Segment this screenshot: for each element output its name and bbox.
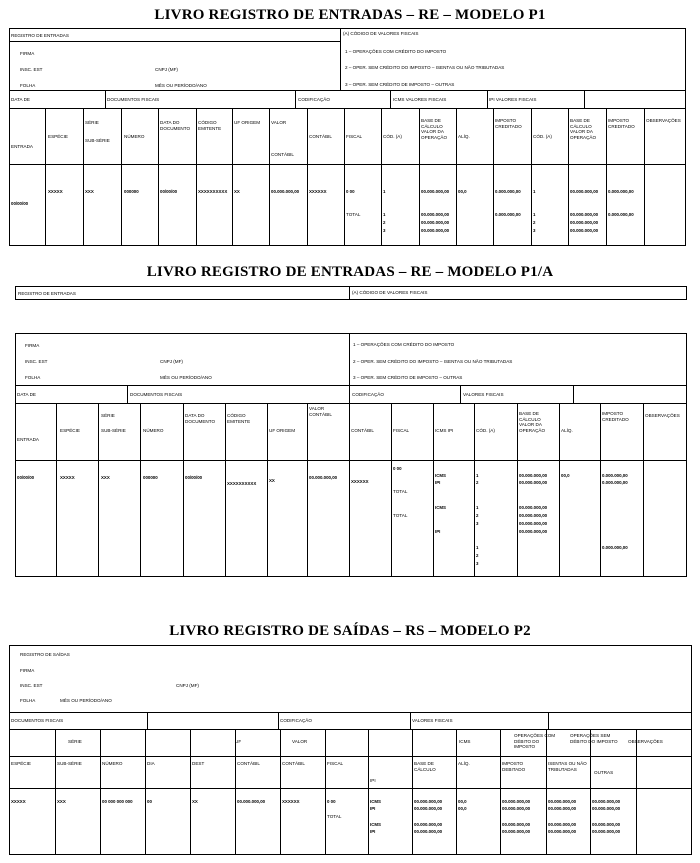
form2-h-uf: UF ORIGEM: [269, 428, 296, 433]
form3-r-b3: 00.000.000,00: [414, 822, 443, 827]
form2-h-obs: OBSERVAÇÕES: [645, 413, 680, 418]
form1-r-b2: 00.000.000,00: [421, 212, 450, 217]
form3-r-dia: 00: [147, 799, 152, 804]
form3-r-o3: 00.000.000,00: [592, 822, 621, 827]
form1-h-subserie: SUB-SÉRIE: [85, 138, 110, 143]
form3-r-b2: 00.000.000,00: [414, 806, 443, 811]
form1-r-e1: 00.000.000,00: [570, 189, 599, 194]
form2-cnpj: CNPJ (MF): [160, 359, 183, 364]
form1-h-aliq: ALÍQ.: [458, 134, 470, 139]
form2-r-b1: 00.000.000,00: [519, 473, 548, 478]
form3-h-contabil2: CONTÁBIL: [282, 761, 305, 766]
form2-r-c7: 2: [476, 553, 479, 558]
form1-h-datadoc: DATA DO DOCUMENTO: [160, 120, 191, 131]
form2-op3: 3 – OPER. SEM CRÉDITO DE IMPOSTO – OUTRAS: [353, 375, 463, 380]
form2-h-imposto: IMPOSTO CREDITADO: [602, 411, 629, 422]
form2-h-aliq: ALÍQ.: [561, 428, 573, 433]
form1-folha: FOLHA: [20, 83, 36, 88]
form3-mes: MÊS OU PERÍODO/ANO: [60, 698, 112, 703]
form3-h-base: BASE DE CÁLCULO: [414, 761, 436, 772]
form2-registro: REGISTRO DE ENTRADAS: [18, 291, 76, 296]
form1-icms-vals: ICMS VALORES FISCAIS: [393, 97, 447, 102]
form2-vals: VALORES FISCAIS: [463, 392, 504, 397]
form2-r-c5: 3: [476, 521, 479, 526]
form3-r-s3: 00.000.000,00: [548, 822, 577, 827]
form2-r-icms2: ICMS: [435, 505, 446, 510]
form3-h-dest: DEST: [192, 761, 205, 766]
form1-h-entrada: ENTRADA: [11, 144, 33, 149]
form2-r-c6: 1: [476, 545, 479, 550]
form2-r-contabil: XXXXXX: [351, 479, 369, 484]
form2-r-c1: 1: [476, 473, 479, 478]
form3-r-o1: 00.000.000,00: [592, 799, 621, 804]
form1-registro: REGISTRO DE ENTRADAS: [11, 33, 69, 38]
form2-h-emit: CÓDIGO EMITENTE: [227, 413, 251, 424]
form2-r-c3: 1: [476, 505, 479, 510]
form3-firma: FIRMA: [20, 668, 35, 673]
form1-r-serie: XXX: [85, 189, 94, 194]
form1-r-e2: 00.000.000,00: [570, 212, 599, 217]
form3-r-ipi2: IPI: [370, 829, 376, 834]
form1-op3: 3 – OPER. SEM CRÉDITO DE IMPOSTO – OUTRAS: [345, 82, 455, 87]
form2-r-b5: 00.000.000,00: [519, 521, 548, 526]
form3-r-a2: 00,0: [458, 806, 467, 811]
form3-r-icms1: ICMS: [370, 799, 381, 804]
form3-h-contabil: CONTÁBIL: [237, 761, 260, 766]
form1-h-uf: UF ORIGEM: [234, 120, 261, 125]
form2-r-total2: TOTAL: [393, 513, 408, 518]
form2-r-b3: 00.000.000,00: [519, 505, 548, 510]
form3-h-icms: ICMS: [459, 739, 471, 744]
form1-r-f2: 0.000.000,00: [608, 212, 634, 217]
form2-r-c8: 3: [476, 561, 479, 566]
form3-r-total: TOTAL: [327, 814, 342, 819]
form1-r-contabil: XXXXXX: [309, 189, 327, 194]
form2-h-datadoc: DATA DO DOCUMENTO: [185, 413, 216, 424]
form3-h-imposto: IMPOSTO DEBITADO: [502, 761, 526, 772]
form2-h-cod: CÓD. (A): [476, 428, 495, 433]
form1-r-c3: 2: [383, 220, 386, 225]
form3-r-i4: 00.000.000,00: [502, 829, 531, 834]
form1-h-especie: ESPÉCIE: [48, 134, 68, 139]
form3-r-dest: XX: [192, 799, 198, 804]
form2-r-c4: 2: [476, 513, 479, 518]
form1-h-contabil2: CONTÁBIL: [309, 134, 332, 139]
form3-docs: DOCUMENTOS FISCAIS: [11, 718, 64, 723]
form2-h-subserie: SUB-SÉRIE: [101, 428, 126, 433]
form1-op2: 2 – OPER. SEM CRÉDITO DO IMPOSTO – ISENTAS OU NÃO TRIBUTADAS: [345, 65, 505, 70]
form2-r-uf: XX: [269, 478, 275, 483]
form2-r-aliq: 00,0: [561, 473, 570, 478]
form1-r-c4: 3: [383, 228, 386, 233]
form1-cnpj: CNPJ (MF): [155, 67, 178, 72]
form3-registro: REGISTRO DE SAÍDAS: [20, 652, 70, 657]
form3-h-subserie: SUB-SÉRIE: [57, 761, 82, 766]
form1-r-e4: 00.000.000,00: [570, 228, 599, 233]
form2-r-emit: XXXXXXXXXX: [227, 481, 257, 486]
form2-r-c2: 2: [476, 480, 479, 485]
form2-r-especie: XXXXX: [60, 475, 75, 480]
form1-codigo-valores: (A) CÓDIGO DE VALORES FISCAIS: [343, 31, 419, 36]
form2-header-bar: [15, 286, 687, 300]
form3-h-numero: NÚMERO: [102, 761, 123, 766]
form1-mes: MÊS OU PERÍODO/ANO: [155, 83, 207, 88]
form1-title: LIVRO REGISTRO DE ENTRADAS – RE – MODELO P1: [154, 7, 546, 23]
form1-h-imposto2: IMPOSTO CREDITADO: [608, 118, 635, 129]
form3-r-ipi1: IPI: [370, 806, 376, 811]
form3-r-o4: 00.000.000,00: [592, 829, 621, 834]
form1-r-e3: 00.000.000,00: [570, 220, 599, 225]
form1-codif: CODIFICAÇÃO: [298, 97, 330, 102]
form3-h-op-sem: OPERAÇÕES SEM DÉBITO DO IMPOSTO: [570, 733, 618, 744]
form3-cnpj: CNPJ (MF): [176, 683, 199, 688]
form3-title: LIVRO REGISTRO DE SAÍDAS – RS – MODELO P2: [169, 623, 531, 639]
form1-r-b4: 00.000.000,00: [421, 228, 450, 233]
form2-h-valor: VALOR CONTÁBIL: [309, 406, 332, 417]
form1-r-c2: 1: [383, 212, 386, 217]
form1-h-numero: NÚMERO: [124, 134, 145, 139]
form1-h-imposto: IMPOSTO CREDITADO: [495, 118, 522, 129]
form2-r-i1: 0.000.000,00: [602, 473, 628, 478]
form1-data-de: DATA DE: [11, 97, 30, 102]
form2-r-icms1: ICMS: [435, 473, 446, 478]
form3-r-i2: 00.000.000,00: [502, 806, 531, 811]
form1-r-i1: 0.000.000,00: [495, 189, 521, 194]
form2-h-entrada: ENTRADA: [17, 437, 39, 442]
form3-h-serie: SÉRIE: [68, 739, 82, 744]
form3-r-b4: 00.000.000,00: [414, 829, 443, 834]
form1-r-uf: XX: [234, 189, 240, 194]
form2-h-numero: NÚMERO: [143, 428, 164, 433]
form3-r-i3: 00.000.000,00: [502, 822, 531, 827]
form3-h-valor: VALOR: [292, 739, 308, 744]
form1-r-date: 00/00/00: [11, 201, 29, 206]
form1-r-b1: 00.000.000,00: [421, 189, 450, 194]
form3-codif: CODIFICAÇÃO: [280, 718, 312, 723]
form3-h-isentas: ISENTAS OU NÃO TRIBUTADAS: [548, 761, 587, 772]
form1-r-i2: 0.000.000,00: [495, 212, 521, 217]
form3-r-valor: 00.000.000,00: [237, 799, 266, 804]
form3-r-icms2: ICMS: [370, 822, 381, 827]
form3-r-fiscal: 0 00: [327, 799, 336, 804]
form1-r-d1: 1: [533, 189, 536, 194]
form1-h-obs: OBSERVAÇÕES: [646, 118, 681, 123]
form2-r-datadoc: 00/00/00: [185, 475, 203, 480]
form1-r-b3: 00.000.000,00: [421, 220, 450, 225]
form3-r-contabil: XXXXXX: [282, 799, 300, 804]
form2-data-de: DATA DE: [17, 392, 36, 397]
form2-r-fiscal: 0 00: [393, 466, 402, 471]
form3-h-ipi: IPI: [370, 778, 376, 783]
form1-ipi-vals: IPI VALORES FISCAIS: [489, 97, 537, 102]
form2-folha: FOLHA: [25, 375, 41, 380]
form3-r-b1: 00.000.000,00: [414, 799, 443, 804]
form2-docs: DOCUMENTOS FISCAIS: [130, 392, 183, 397]
form1-h-valor: VALOR: [271, 120, 287, 125]
form1-h-base: BASE DE CÁLCULO VALOR DA OPERAÇÃO: [421, 118, 448, 140]
form2-mes: MÊS OU PERÍODO/ANO: [160, 375, 212, 380]
form2-h-base: BASE DE CÁLCULO VALOR DA OPERAÇÃO: [519, 411, 546, 433]
form3-r-i1: 00.000.000,00: [502, 799, 531, 804]
form1-h-cod2: CÓD. (A): [533, 134, 552, 139]
form2-r-i3: 0.000.000,00: [602, 545, 628, 550]
form1-firma: FIRMA: [20, 51, 35, 56]
form3-vals: VALORES FISCAIS: [412, 718, 453, 723]
form3-h-outras: OUTRAS: [594, 770, 614, 775]
form1-h-serie: SÉRIE: [85, 120, 99, 125]
form3-r-s1: 00.000.000,00: [548, 799, 577, 804]
form2-r-total1: TOTAL: [393, 489, 408, 494]
form3-r-especie: XXXXX: [11, 799, 26, 804]
form3-r-s4: 00.000.000,00: [548, 829, 577, 834]
form1-r-fiscal: 0 00: [346, 189, 355, 194]
form1-insc: INSC. EST: [20, 67, 43, 72]
form1-r-especie: XXXXX: [48, 189, 63, 194]
form1-r-d2: 1: [533, 212, 536, 217]
form1-h-fiscal: FISCAL: [346, 134, 363, 139]
form3-insc: INSC. EST: [20, 683, 43, 688]
form1-r-c1: 1: [383, 189, 386, 194]
form1-docs: DOCUMENTOS FISCAIS: [107, 97, 160, 102]
form2-codif: CODIFICAÇÃO: [352, 392, 384, 397]
form3-r-serie: XXX: [57, 799, 66, 804]
form3-r-a1: 00,0: [458, 799, 467, 804]
form1-r-numero: 000000: [124, 189, 139, 194]
form2-op1: 1 – OPERAÇÕES COM CRÉDITO DO IMPOSTO: [353, 342, 455, 347]
form3-h-op-com: OPERAÇÕES COM DÉBITO DO IMPOSTO: [514, 733, 556, 750]
form3-h-especie: ESPÉCIE: [11, 761, 31, 766]
form1-r-emit: XXXXXXXXXX: [198, 189, 228, 194]
form2-h-contabil: CONTÁBIL: [351, 428, 374, 433]
form1-h-emit: CÓDIGO EMITENTE: [198, 120, 222, 131]
form1-h-base2: BASE DE CÁLCULO VALOR DA OPERAÇÃO: [570, 118, 597, 140]
form3-h-aliq: ALÍQ.: [458, 761, 470, 766]
form2-codigo-valores: (A) CÓDIGO DE VALORES FISCAIS: [352, 290, 428, 295]
form2-r-ipi2: IPI: [435, 529, 441, 534]
form3-r-o2: 00.000.000,00: [592, 806, 621, 811]
form1-r-valor: 00.000.000,00: [271, 189, 300, 194]
form2-title: LIVRO REGISTRO DE ENTRADAS – RE – MODELO P1/A: [146, 264, 554, 280]
form3-h-fiscal: FISCAL: [327, 761, 344, 766]
form2-r-ipi1: IPI: [435, 480, 441, 485]
form2-frame: [15, 333, 687, 577]
form2-r-date: 00/00/00: [17, 475, 35, 480]
form1-h-cod: CÓD. (A): [383, 134, 402, 139]
form1-r-aliq: 00,0: [458, 189, 467, 194]
form3-r-s2: 00.000.000,00: [548, 806, 577, 811]
form3-r-numero: 00 000 000 000: [102, 799, 133, 804]
form2-r-b2: 00.000.000,00: [519, 480, 548, 485]
form2-op2: 2 – OPER. SEM CRÉDITO DO IMPOSTO – ISENTAS OU NÃO TRIBUTADAS: [353, 359, 513, 364]
form3-h-dia: DIA: [147, 761, 155, 766]
form2-r-numero: 000000: [143, 475, 158, 480]
form2-h-serie: SÉRIE: [101, 413, 115, 418]
form2-r-b6: 00.000.000,00: [519, 529, 548, 534]
form2-insc: INSC. EST: [25, 359, 48, 364]
form2-r-serie: XXX: [101, 475, 110, 480]
form3-h-obs: OBSERVAÇÕES: [628, 739, 663, 744]
form2-r-b4: 00.000.000,00: [519, 513, 548, 518]
form2-r-i2: 0.000.000,00: [602, 480, 628, 485]
form2-h-fiscal: FISCAL: [393, 428, 410, 433]
form2-h-icms: ICMS IPI: [435, 428, 454, 433]
form2-firma: FIRMA: [25, 343, 40, 348]
form1-r-d3: 2: [533, 220, 536, 225]
form1-h-contabil: CONTÁBIL: [271, 152, 294, 157]
form1-r-datadoc: 00/00/00: [160, 189, 178, 194]
form1-r-d4: 3: [533, 228, 536, 233]
form1-r-total: TOTAL: [346, 212, 361, 217]
form1-op1: 1 – OPERAÇÕES COM CRÉDITO DO IMPOSTO: [345, 49, 447, 54]
form3-h-uf: UF: [235, 739, 242, 744]
form3-folha: FOLHA: [20, 698, 36, 703]
form2-h-especie: ESPÉCIE: [60, 428, 80, 433]
form1-r-f1: 0.000.000,00: [608, 189, 634, 194]
form2-r-valor: 00.000.000,00: [309, 475, 338, 480]
